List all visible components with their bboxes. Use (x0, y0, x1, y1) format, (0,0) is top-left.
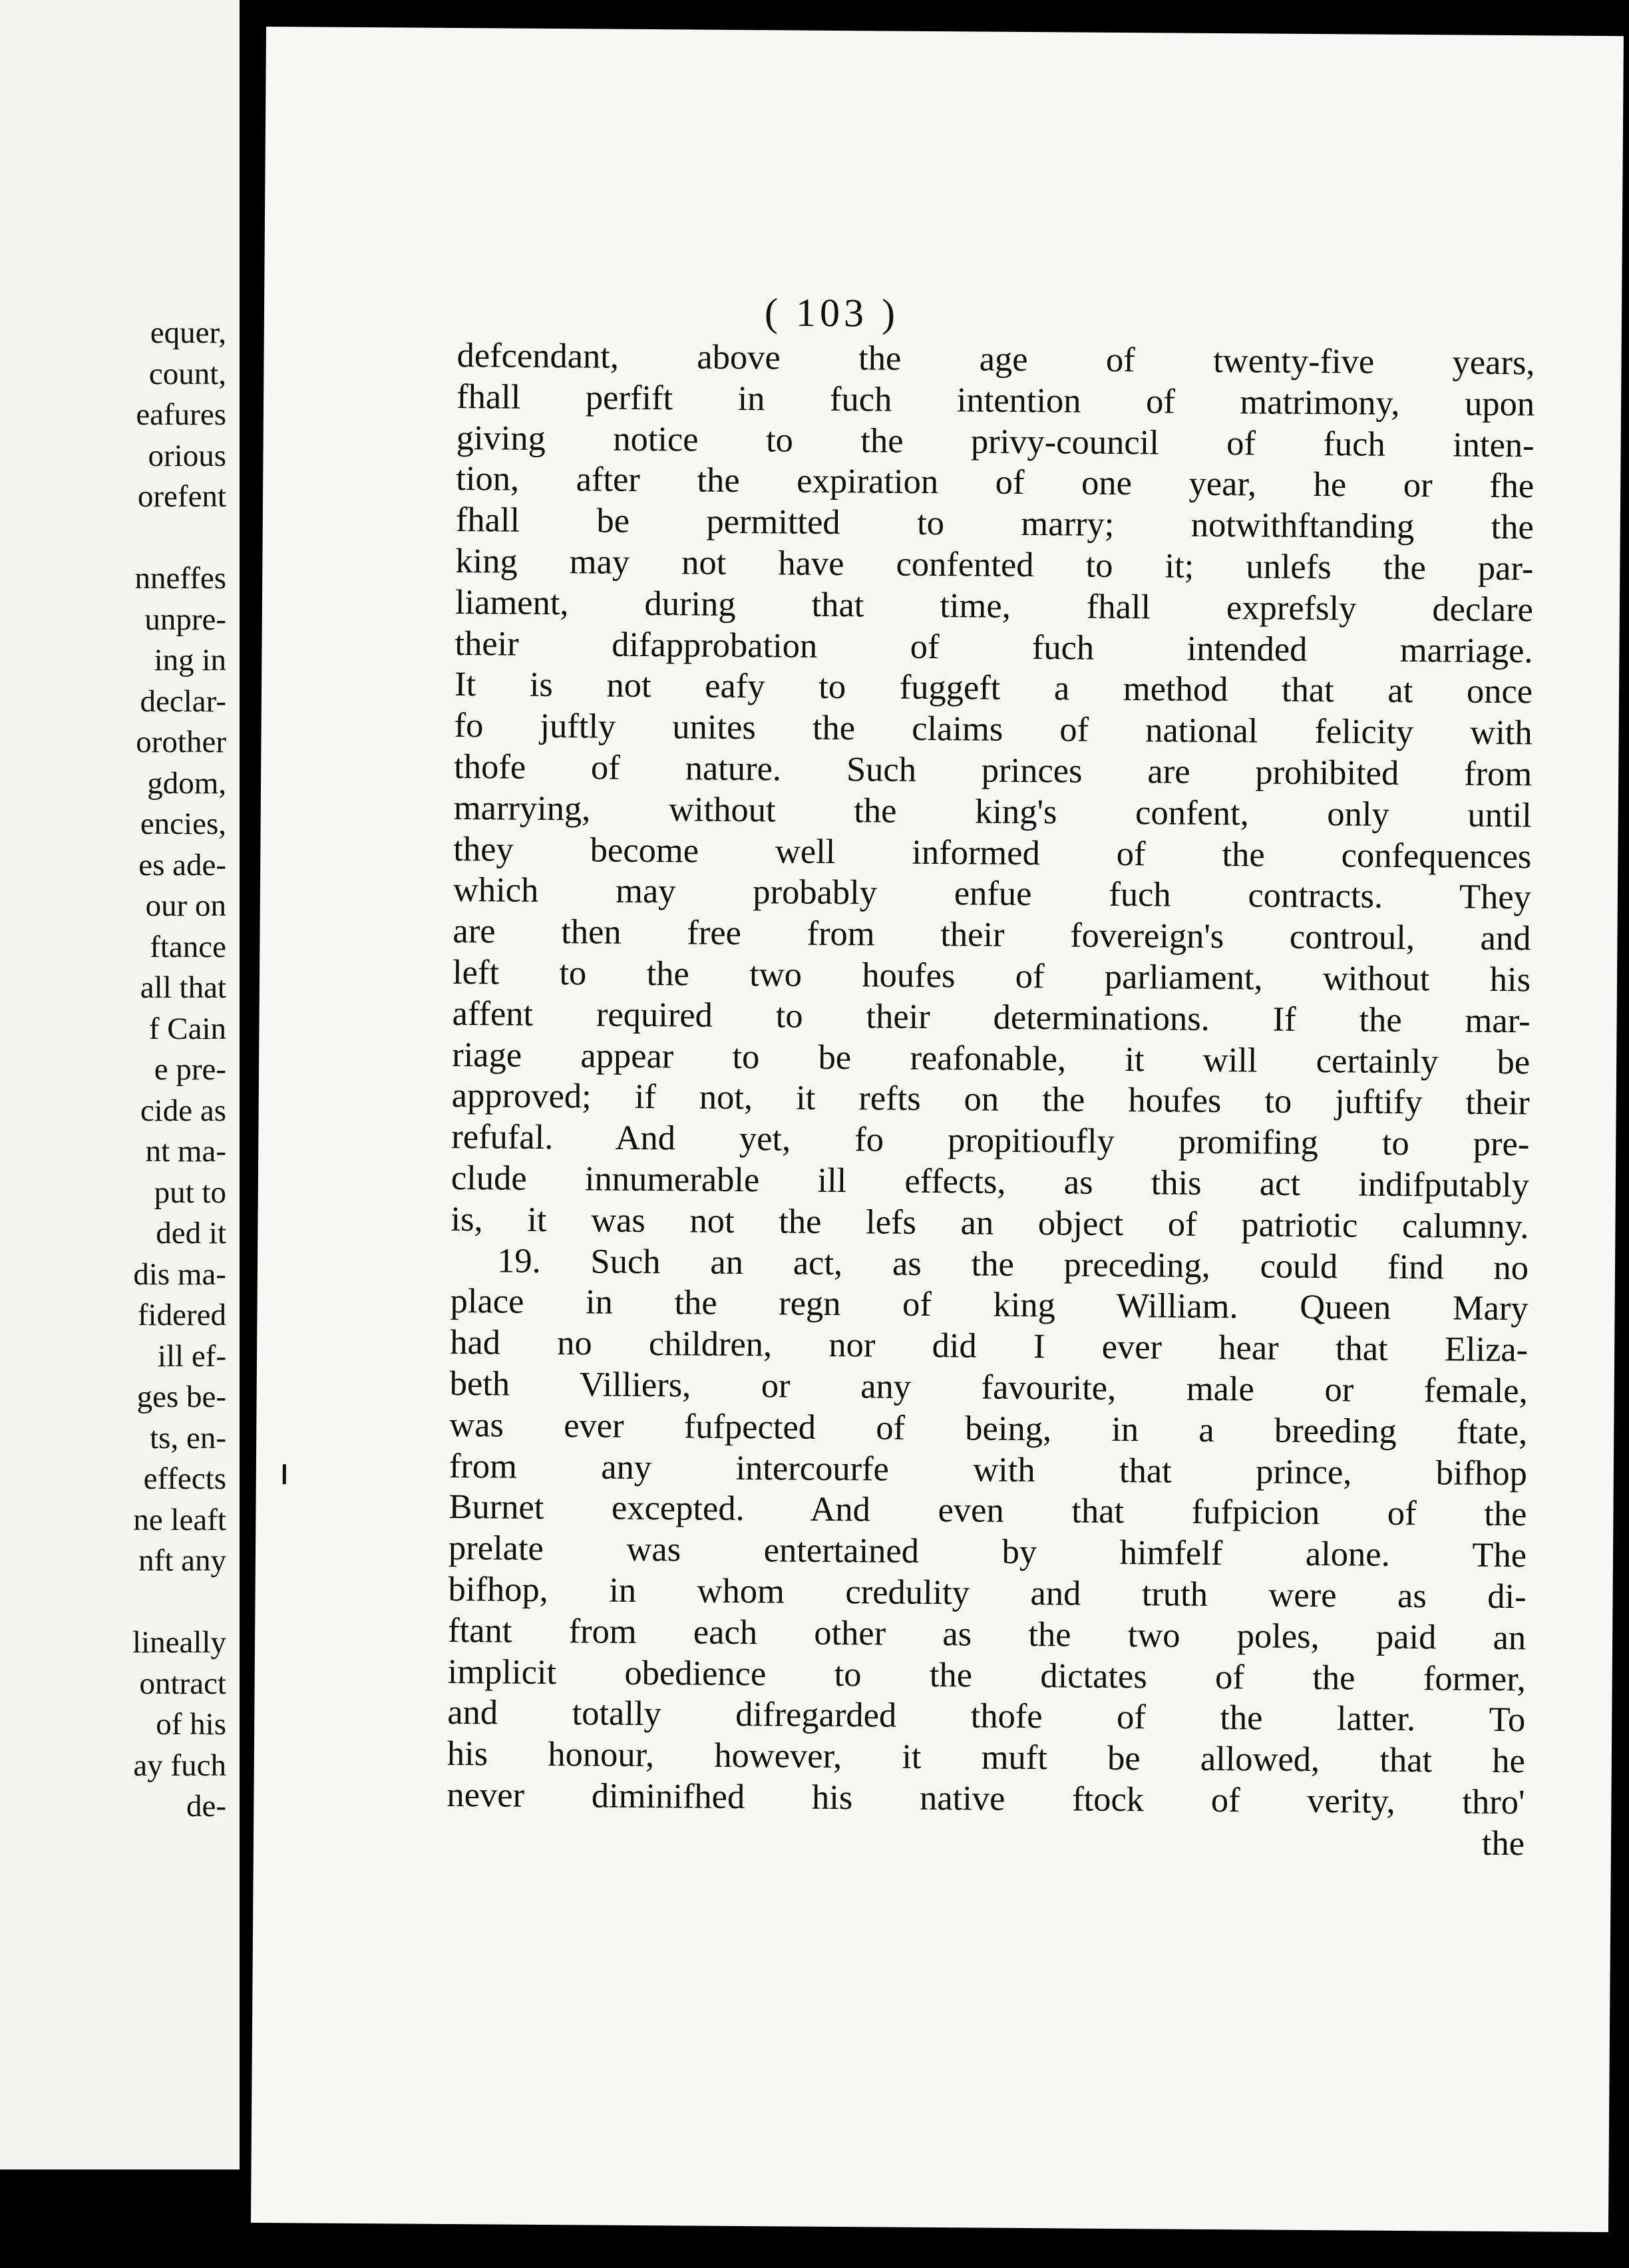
text-line: implicit obedience to the dictates of the former, (447, 1652, 1526, 1698)
left-page-line: lineally (132, 1625, 226, 1660)
text-line: affent required to their determinations. If the mar- (452, 994, 1531, 1041)
text-line: Burnet excepted. And even that fufpicion of the (449, 1487, 1527, 1534)
text-line: tion, after the expiration of one year, he or fhe (456, 459, 1535, 506)
text-line: had no children, nor did I ever hear that Eliza- (450, 1323, 1529, 1370)
text-line: refufal. And yet, fo propitioufly promifing to pre- (451, 1117, 1530, 1164)
left-page-line: encies, (140, 807, 226, 841)
text-line: they become well informed of the confequences (453, 829, 1532, 876)
text-line: approved; if not, it refts on the houfes to juftify their (451, 1076, 1530, 1123)
left-page-line: orious (148, 438, 226, 473)
left-page-line: put to (154, 1175, 226, 1210)
text-line: place in the regn of king William. Queen Mary (450, 1282, 1529, 1328)
text-line: never diminifhed his native ftock of verity, thro' (447, 1775, 1525, 1822)
text-line: which may probably enfue fuch contracts. They (452, 870, 1532, 917)
text-line: giving notice to the privy-council of fuch inten- (456, 418, 1535, 465)
text-line: king may not have confented to it; unlefs the par- (455, 541, 1534, 588)
left-page-line: ts, en- (150, 1420, 226, 1455)
left-page-line: eafures (136, 397, 226, 432)
text-line: marrying, without the king's confent, only until (453, 788, 1532, 835)
left-page-line: e pre- (154, 1052, 226, 1087)
margin-mark (283, 1464, 286, 1484)
text-line: beth Villiers, or any favourite, male or female, (449, 1364, 1528, 1411)
page-number: ( 103 ) (764, 290, 900, 335)
left-page-line: ftance (150, 929, 226, 964)
text-line: left to the two houfes of parliament, without his (452, 952, 1531, 1000)
text-line: 19. Such an act, as the preceding, could find no (496, 1241, 1529, 1287)
left-page-line: nt ma- (145, 1134, 226, 1169)
left-page-line: ill ef- (157, 1338, 226, 1374)
text-line: bifhop, in whom credulity and truth were as di- (448, 1569, 1527, 1616)
left-page-text (132, 313, 226, 1827)
text-line: ftant from each other as the two poles, paid an (447, 1610, 1527, 1657)
left-page-line (132, 1582, 226, 1623)
left-page-line: nneffes (134, 561, 226, 596)
left-page-line: declar- (140, 683, 226, 719)
left-page-line: ing in (154, 643, 226, 677)
left-page-line: orother (136, 725, 226, 759)
left-page-line: ne leaft (133, 1502, 226, 1537)
text-line: clude innumerable ill effects, as this act indifputably (451, 1158, 1530, 1205)
text-line: It is not eafy to fuggeft a method that at once (454, 665, 1533, 711)
left-page-line: cide as (140, 1093, 226, 1128)
text-line: his honour, however, it muft be allowed, that he (447, 1734, 1526, 1781)
text-line: are then free from their fovereign's controul, and (452, 912, 1531, 958)
left-page-line: fidered (137, 1298, 226, 1332)
text-line: their difapprobation of fuch intended marriage. (454, 624, 1533, 670)
text-line: from any intercourfe with that prince, bifhop (449, 1446, 1528, 1493)
left-page-line: all that (140, 970, 226, 1005)
left-page-line: f Cain (148, 1011, 226, 1046)
left-page (0, 0, 240, 2170)
text-line: is, it was not the lefs an object of patriotic calumny. (451, 1199, 1529, 1246)
left-page-line: effects (143, 1461, 226, 1496)
left-page-line: orefent (137, 479, 226, 514)
left-page-line: ay fuch (133, 1748, 226, 1783)
left-page-line: ded it (156, 1216, 226, 1250)
left-page-line: count, (148, 356, 226, 391)
text-line: was ever fufpected of being, in a breeding ftate, (449, 1405, 1528, 1452)
left-page-line: our on (145, 888, 226, 923)
left-page-line: es ade- (138, 847, 226, 882)
catchword: the (1481, 1823, 1525, 1863)
left-page-line: dis ma- (133, 1256, 226, 1292)
left-page-line: equer, (150, 315, 226, 350)
text-line: fhall perfift in fuch intention of matrimony, upon (456, 377, 1535, 424)
text-line: riage appear to be reafonable, it will certainly be (452, 1035, 1531, 1081)
left-page-line: of his (156, 1707, 226, 1742)
left-page-line: gdom, (147, 765, 226, 801)
left-page-line (132, 518, 226, 559)
left-page-line: ontract (139, 1666, 226, 1701)
left-page-line: de- (186, 1789, 226, 1823)
left-page-line: unpre- (144, 602, 226, 637)
left-page-line: nft any (138, 1543, 226, 1578)
left-page-line: ges be- (136, 1380, 226, 1414)
text-line: prelate was entertained by himfelf alone. The (448, 1529, 1527, 1575)
text-line: liament, during that time, fhall exprefsly declare (454, 582, 1534, 630)
right-page (251, 27, 1624, 2232)
text-line: and totally difregarded thofe of the latter. To (447, 1693, 1526, 1740)
page-body-text (447, 335, 1535, 1865)
text-line: thofe of nature. Such princes are prohibited from (454, 747, 1533, 794)
text-line: fhall be permitted to marry; notwithftanding the (455, 500, 1534, 547)
text-line: fo juftly unites the claims of national felicity with (454, 706, 1533, 753)
text-line: defcendant, above the age of twenty-five years, (456, 336, 1535, 383)
